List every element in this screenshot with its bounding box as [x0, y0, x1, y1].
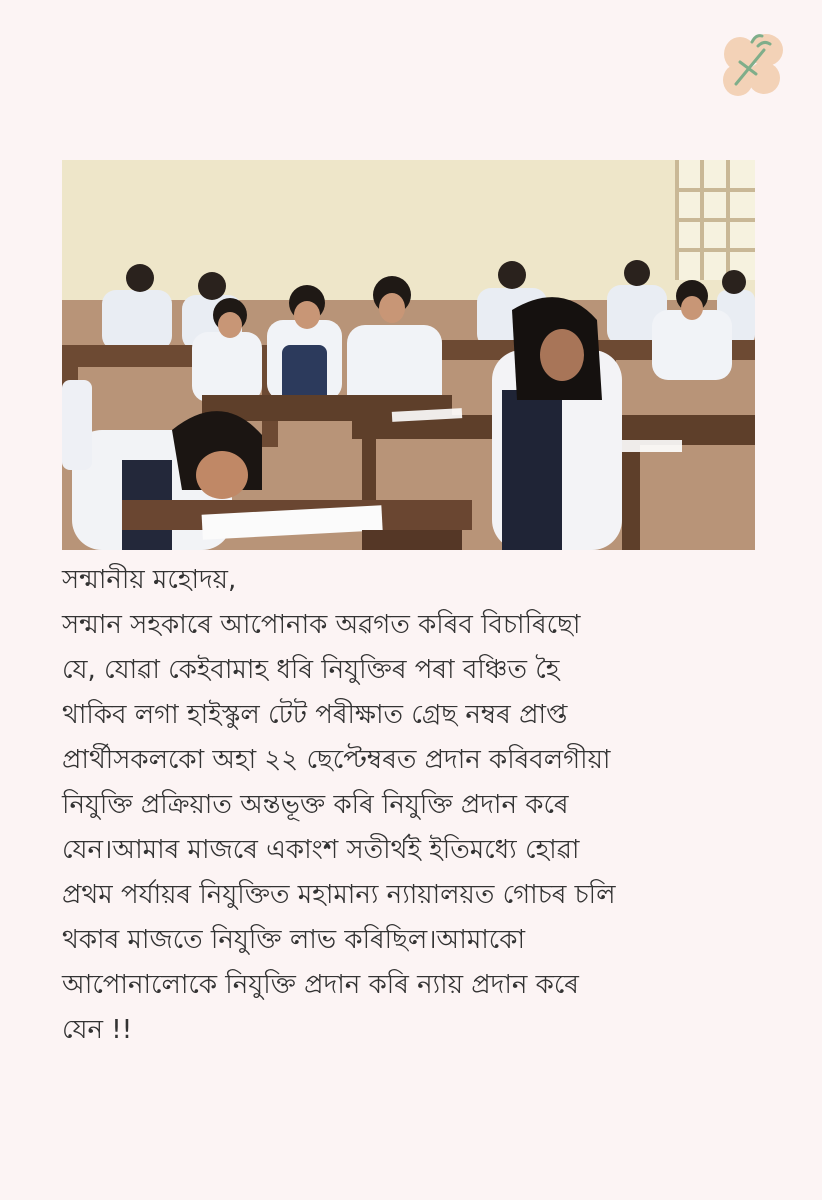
letter-line: যেন।আমাৰ মাজৰে একাংশ সতীৰ্থই ইতিমধ্যে হোৱা — [62, 835, 580, 865]
letter-line: আপোনালোকে নিযুক্তি প্ৰদান কৰি ন্যায় প্ৰদান কৰে — [62, 970, 579, 1000]
letter-line: যে, যোৱা কেইবামাহ ধৰি নিযুক্তিৰ পৰা বঞ্চিত হৈ — [62, 655, 560, 685]
classroom-exam-photo — [62, 160, 755, 550]
letter-line: থকাৰ মাজতে নিযুক্তি লাভ কৰিছিল।আমাকো — [62, 925, 525, 955]
letter-line: প্ৰথম পৰ্যায়ৰ নিযুক্তিত মহামান্য ন্যায়ালয়ত গোচৰ চলি — [62, 880, 616, 910]
letter-line: যেন !! — [62, 1015, 133, 1045]
butterfly-flower-icon — [712, 24, 792, 104]
letter-line: সন্মান সহকাৰে আপোনাক অৱগত কৰিব বিচাৰিছো — [62, 610, 581, 640]
letter-line: নিযুক্তি প্ৰক্ৰিয়াত অন্তভূক্ত কৰি নিযুক্তি প্ৰদান কৰে — [62, 790, 569, 820]
salutation: সন্মানীয় মহোদয়, — [62, 565, 237, 595]
letter-text — [62, 558, 762, 1053]
letter-line: প্ৰাৰ্থীসকলকো অহা ২২ ছেপ্টেম্বৰত প্ৰদান কৰিবলগীয়া — [62, 745, 611, 775]
letter-line: থাকিব লগা হাইস্কুল টেট পৰীক্ষাত গ্ৰেছ নম্বৰ প্ৰাপ্ত — [62, 700, 568, 730]
